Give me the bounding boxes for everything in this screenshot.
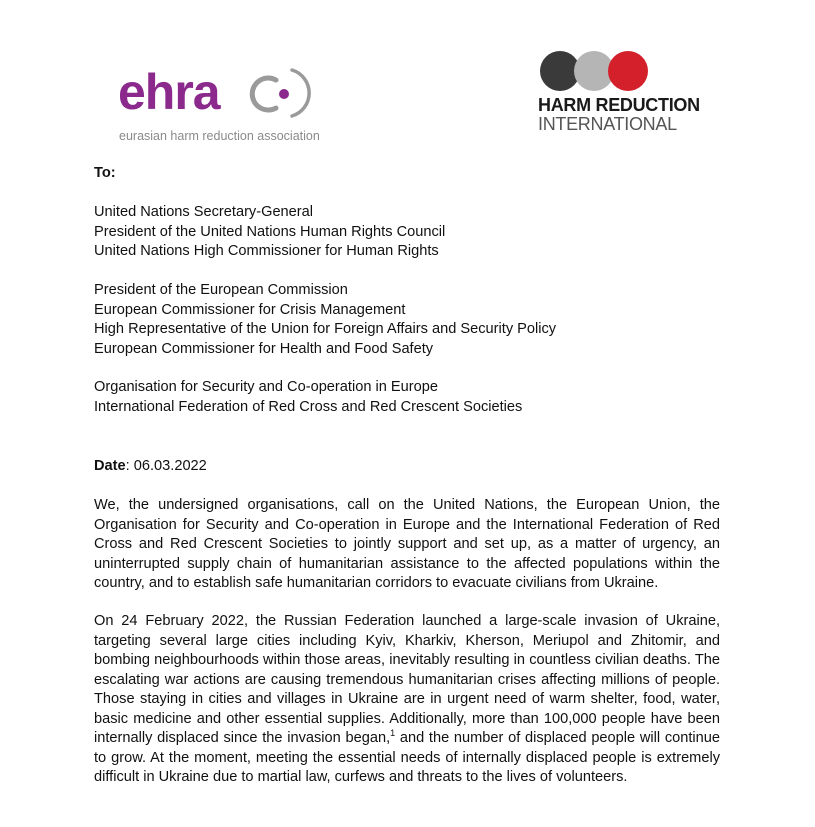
recipient-line: International Federation of Red Cross and Red Crescent Societies xyxy=(94,398,523,415)
recipient-line: European Commissioner for Health and Food Safety xyxy=(94,340,434,357)
recipients-un xyxy=(94,203,720,262)
recipient-line: United Nations Secretary-General xyxy=(94,204,314,220)
recipient-line: President of the European Commission xyxy=(94,282,348,298)
hri-name-line1: HARM REDUCTION xyxy=(538,95,700,115)
date-label: Date xyxy=(94,458,126,474)
hri-name-line2: INTERNATIONAL xyxy=(538,114,677,134)
paragraph-situation xyxy=(94,612,720,788)
paragraph-call-to-action: We, the undersigned organisations, call on the United Nations, the European Union, the Organisation for Security and Co-operation in Europe and the International Federation of Red Cross and Red Crescent Societies to jointly support and set up, as a matter of urgency, an uninterrupted supply chain of humanitarian assistance to the affected populations within the country, and to establish safe humanitarian corridors to evacuate civilians from Ukraine. xyxy=(94,497,720,591)
paragraph-situation-part2: and the number of displaced people will continue to grow. At the moment, meeting the essential needs of internally displaced people is extremely difficult in Ukraine due to martial law, curfews and threats to the lives of volunteers. xyxy=(94,730,720,785)
recipient-line: United Nations High Commissioner for Human Rights xyxy=(94,243,439,259)
ehra-wordmark: ehra xyxy=(118,64,220,120)
recipients-other xyxy=(94,378,720,417)
hri-logo xyxy=(538,49,738,139)
ehra-tagline: eurasian harm reduction association xyxy=(119,129,320,143)
ehra-circle-mark-icon xyxy=(246,62,326,124)
recipient-line: Organisation for Security and Co-operation in Europe xyxy=(94,379,438,395)
ehra-logo xyxy=(118,58,338,148)
recipient-line: President of the United Nations Human Rights Council xyxy=(94,223,446,240)
to-label: To: xyxy=(94,165,116,181)
recipients-eu xyxy=(94,281,720,359)
hri-circles-icon xyxy=(538,49,653,93)
paragraph-situation-part1: On 24 February 2022, the Russian Federation launched a large-scale invasion of Ukraine, targeting several large cities including Kyiv, Kharkiv, Kherson, Meriupol and Zhitomir, and bombing neighbourhoods within those areas, inevitably resulting in countless civilian deaths. The escalating war actions are causing tremendous humanitarian crises affecting millions of people. Those staying in cities and villages in Ukraine are in urgent need of warm shelter, food, water, basic medicine and other essential supplies. Additionally, more than 100,000 people have been internally displaced since the invasion began, xyxy=(94,613,720,746)
letter-date xyxy=(94,457,720,477)
footnote-marker[interactable]: 1 xyxy=(390,728,396,739)
date-value: : 06.03.2022 xyxy=(125,458,207,474)
recipient-line: High Representative of the Union for Foreign Affairs and Security Policy xyxy=(94,321,557,337)
recipient-line: European Commissioner for Crisis Management xyxy=(94,301,406,318)
